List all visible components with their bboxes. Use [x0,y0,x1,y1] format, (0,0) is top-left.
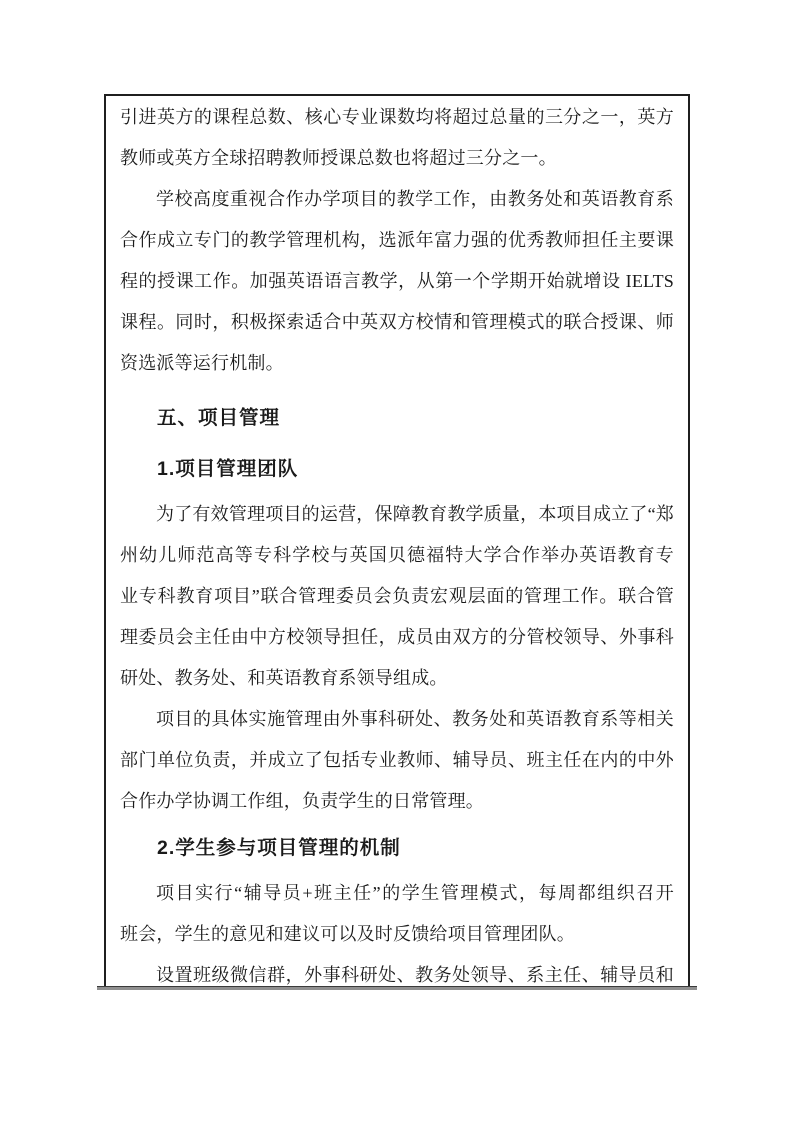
text-line: 为了有效管理项目的运营，保障教育教学质量，本项目成立了“郑 [156,504,674,524]
text-line: 研处、教务处、和英语教育系领导组成。 [120,668,448,688]
paragraph [120,873,674,955]
text-line: 理委员会主任由中方校领导担任，成员由双方的分管校领导、外事科 [120,627,674,647]
text-line: 程的授课工作。加强英语语言教学，从第一个学期开始就增设 IELTS [120,271,674,291]
heading-text: 1.项目管理团队 [157,458,299,480]
text-line: 业专科教育项目”联合管理委员会负责宏观层面的管理工作。联合管 [120,586,674,606]
document-text-frame [104,94,690,987]
text-line: 设置班级微信群，外事科研处、教务处领导、系主任、辅导员和 [156,965,674,985]
section-heading [120,828,674,869]
text-line: 引进英方的课程总数、核心专业课数均将超过总量的三分之一，英方 [120,107,674,127]
text-line: 项目的具体实施管理由外事科研处、教务处和英语教育系等相关 [156,709,674,729]
text-line: 学校高度重视合作办学项目的教学工作，由教务处和英语教育系 [156,189,674,209]
text-line: 教师或英方全球招聘教师授课总数也将超过三分之一。 [120,148,557,168]
text-line: 课程。同时，积极探索适合中英双方校情和管理模式的联合授课、师 [120,312,674,332]
text-line: 项目实行“辅导员+班主任”的学生管理模式，每周都组织召开 [156,883,674,903]
text-line: 合作成立专门的教学管理机构，选派年富力强的优秀教师担任主要课 [120,230,674,250]
paragraph [120,179,674,384]
text-line: 资选派等运行机制。 [120,353,284,373]
heading-text: 五、项目管理 [157,407,281,429]
paragraph [120,955,674,987]
paragraph [120,494,674,699]
section-heading [120,398,674,439]
section-heading [120,449,674,490]
text-line: 部门单位负责，并成立了包括专业教师、辅导员、班主任在内的中外 [120,750,674,770]
paragraph [120,97,674,179]
text-line: 合作办学协调工作组，负责学生的日常管理。 [120,791,484,811]
text-line: 州幼儿师范高等专科学校与英国贝德福特大学合作举办英语教育专 [120,545,674,565]
heading-text: 2.学生参与项目管理的机制 [157,837,401,859]
page-bottom-rule [97,986,697,990]
text-line: 班会，学生的意见和建议可以及时反馈给项目管理团队。 [120,924,575,944]
paragraph [120,699,674,822]
